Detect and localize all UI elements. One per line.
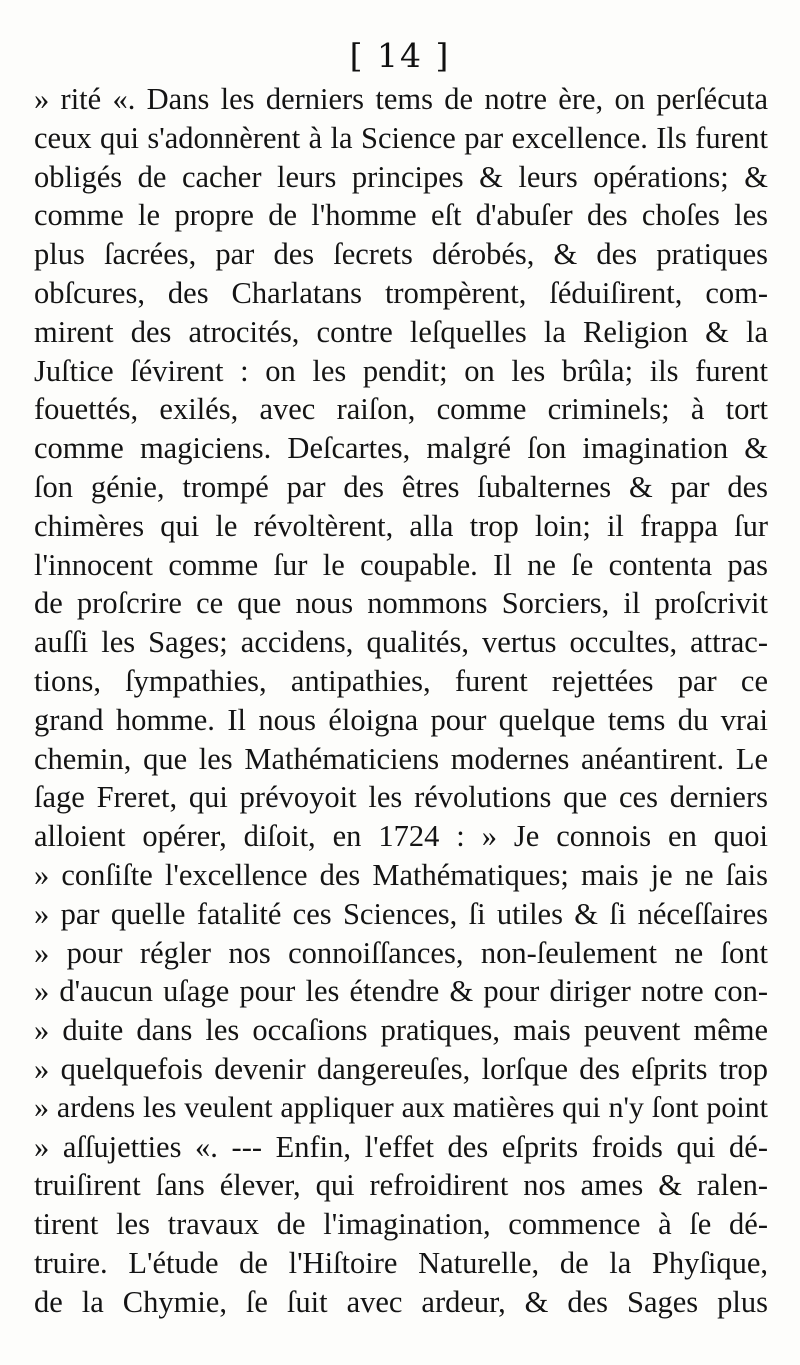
text-line: » pour régler nos connoiſſances, non-ſeulement ne ſont [34, 935, 768, 970]
text-line: Juſtice ſévirent : on les pendit; on les brûla; ils furent [34, 353, 768, 388]
text-line: truire. L'étude de l'Hiſtoire Naturelle, de la Phyſique, [34, 1245, 768, 1280]
text-line: truiſirent ſans élever, qui refroidirent nos ames & ralen- [34, 1168, 768, 1203]
text-line: chimères qui le révoltèrent, alla trop loin; il frappa ſur [34, 508, 768, 543]
text-line: comme magiciens. Deſcartes, malgré ſon imagination & [34, 431, 768, 466]
text-line: fouettés, exilés, avec raiſon, comme criminels; à tort [34, 392, 768, 427]
text-line: alloient opérer, diſoit, en 1724 : » Je connois en quoi [34, 819, 768, 854]
page-number: [ 14 ] [349, 36, 451, 75]
text-line: chemin, que les Mathématiciens modernes anéantirent. Le [34, 741, 768, 776]
text-line: mirent des atrocités, contre leſquelles la Religion & la [34, 314, 768, 349]
text-line: de proſcrire ce que nous nommons Sorciers, il proſcrivit [34, 586, 768, 621]
text-line: » conſiſte l'excellence des Mathématiques; mais je ne ſais [34, 857, 768, 892]
text-line: » duite dans les occaſions pratiques, mais peuvent même [34, 1013, 768, 1048]
text-line: ſon génie, trompé par des êtres ſubalternes & par des [34, 469, 768, 504]
text-line: comme le propre de l'homme eſt d'abuſer des choſes les [34, 198, 768, 233]
text-line: tions, ſympathies, antipathies, furent rejettées par ce [34, 663, 768, 698]
text-line: » par quelle fatalité ces Sciences, ſi utiles & ſi néceſſaires [34, 896, 768, 931]
text-line: de la Chymie, ſe ſuit avec ardeur, & des Sages plus [34, 1284, 768, 1319]
text-line: » d'aucun uſage pour les étendre & pour diriger notre con- [34, 974, 768, 1009]
text-line: » aſſujetties «. --- Enfin, l'effet des eſprits froids qui dé- [34, 1129, 768, 1164]
text-line: plus ſacrées, par des ſecrets dérobés, & des pratiques [34, 237, 768, 272]
text-line: auſſi les Sages; accidens, qualités, vertus occultes, attrac- [34, 625, 768, 660]
body-text [34, 80, 768, 1322]
text-line: » ardens les veulent appliquer aux matières qui n'y ſont point [34, 1090, 768, 1124]
text-line: obſcures, des Charlatans trompèrent, ſéduiſirent, com- [34, 275, 768, 310]
text-line: » rité «. Dans les derniers tems de notre ère, on perſécuta [34, 82, 768, 116]
text-line: tirent les travaux de l'imagination, commence à ſe dé- [34, 1207, 768, 1242]
text-line: » quelquefois devenir dangereuſes, lorſque des eſprits trop [34, 1051, 768, 1086]
text-line: ceux qui s'adonnèrent à la Science par excellence. Ils furent [34, 120, 768, 155]
text-line: grand homme. Il nous éloigna pour quelque tems du vrai [34, 702, 768, 737]
text-line: l'innocent comme ſur le coupable. Il ne ſe contenta pas [34, 547, 768, 582]
text-line: ſage Freret, qui prévoyoit les révolutions que ces derniers [34, 780, 768, 815]
text-line: obligés de cacher leurs principes & leurs opérations; & [34, 159, 768, 194]
